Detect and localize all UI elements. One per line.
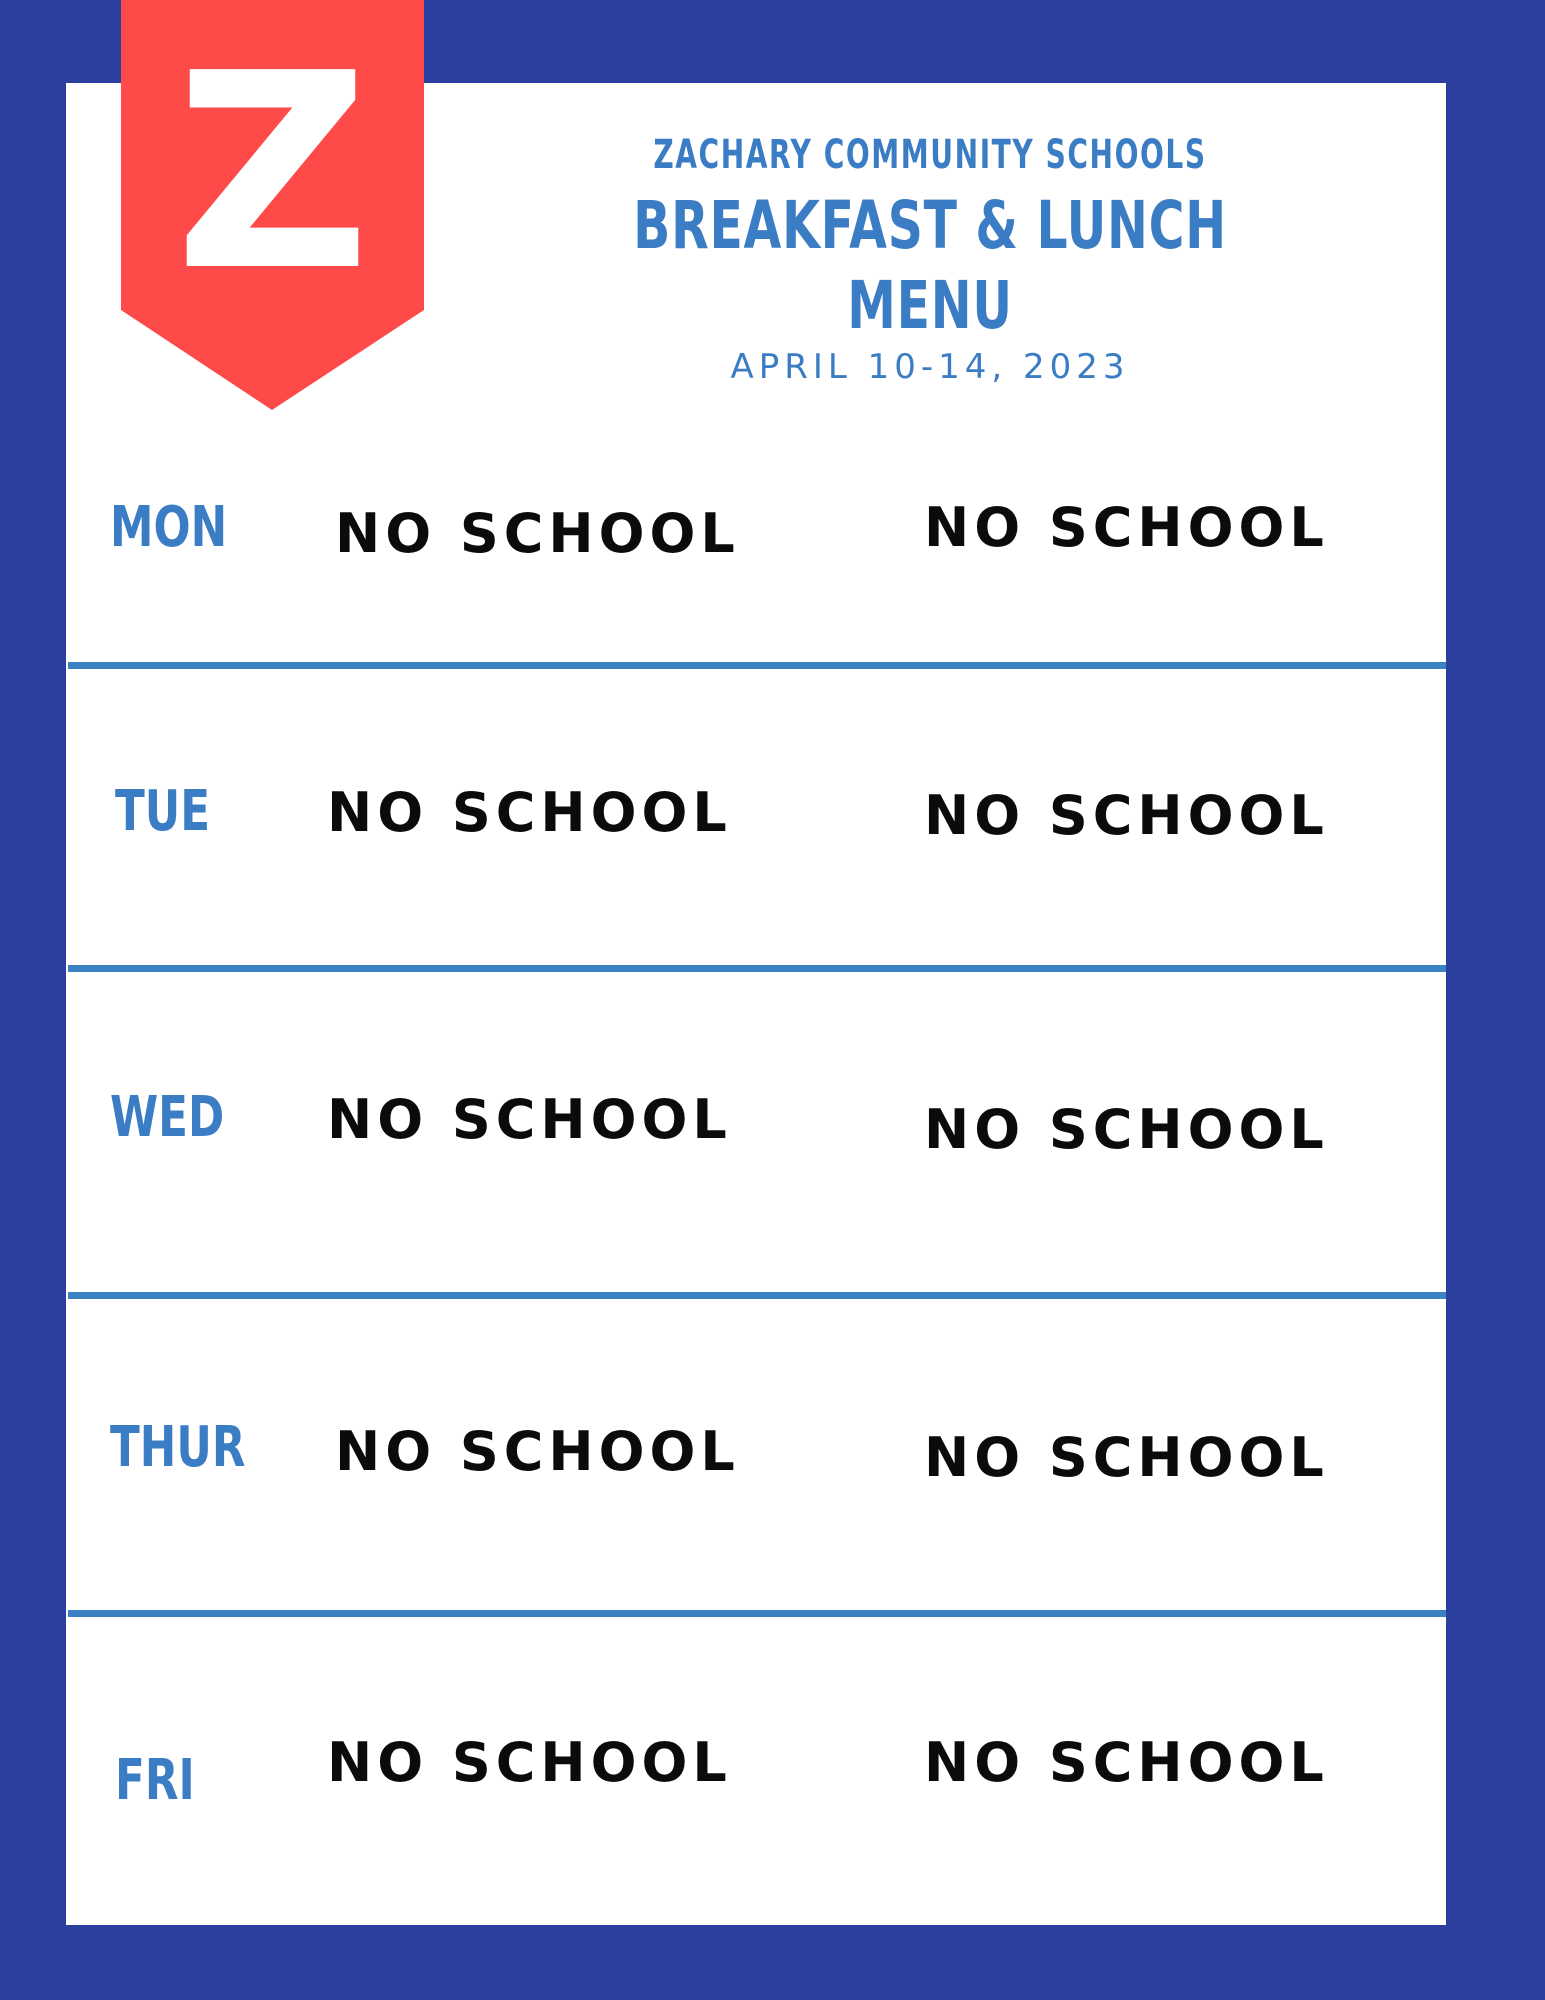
breakfast-wed: NO SCHOOL xyxy=(327,1088,732,1151)
logo-letter: Z xyxy=(174,15,371,330)
lunch-tue: NO SCHOOL xyxy=(924,784,1329,847)
lunch-wed: NO SCHOOL xyxy=(924,1098,1329,1161)
breakfast-tue: NO SCHOOL xyxy=(327,781,732,844)
row-divider xyxy=(68,1292,1446,1299)
menu-date: APRIL 10-14, 2023 xyxy=(730,347,1130,387)
logo-banner xyxy=(121,0,424,410)
header xyxy=(470,128,1390,388)
breakfast-fri: NO SCHOOL xyxy=(327,1731,732,1794)
row-divider xyxy=(68,1610,1446,1617)
day-label-tue: TUE xyxy=(115,779,211,844)
day-label-thur: THUR xyxy=(110,1415,246,1480)
row-divider xyxy=(68,662,1446,669)
breakfast-mon: NO SCHOOL xyxy=(335,502,740,565)
lunch-fri: NO SCHOOL xyxy=(924,1731,1329,1794)
day-label-mon: MON xyxy=(110,495,228,560)
menu-title: BREAKFAST & LUNCH MENU xyxy=(633,187,1227,344)
day-label-fri: FRI xyxy=(115,1748,195,1813)
breakfast-thur: NO SCHOOL xyxy=(335,1420,740,1483)
lunch-mon: NO SCHOOL xyxy=(924,496,1329,559)
lunch-thur: NO SCHOOL xyxy=(924,1426,1329,1489)
row-divider xyxy=(68,965,1446,972)
org-name: ZACHARY COMMUNITY SCHOOLS xyxy=(653,132,1207,178)
day-label-wed: WED xyxy=(110,1085,225,1150)
